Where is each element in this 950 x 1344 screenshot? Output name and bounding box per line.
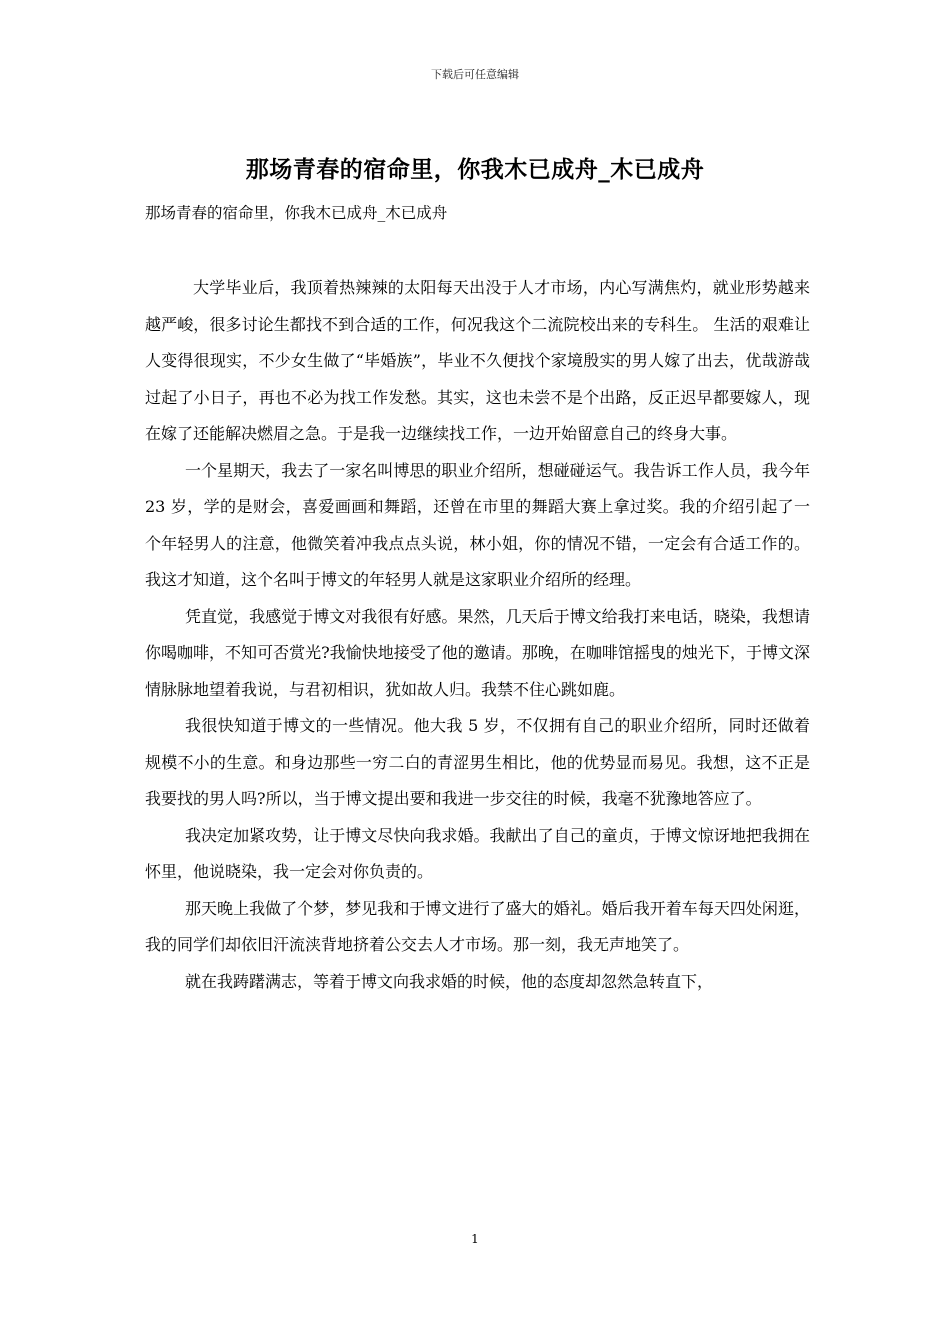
- paragraph: 我很快知道于博文的一些情况。他大我 5 岁，不仅拥有自己的职业介绍所，同时还做着规模不小的生意。和身边那些一穷二白的青涩男生相比，他的优势显而易见。我想，这不正是我要找的男人吗?所以，当于博文提出要和我进一步交往的时候，我毫不犹豫地答应了。: [145, 716, 810, 808]
- page-number: 1: [471, 1232, 479, 1246]
- document-title: 那场青春的宿命里，你我木已成舟_木已成舟: [245, 156, 705, 183]
- document-body: [145, 270, 810, 1000]
- paragraph: 那天晚上我做了个梦，梦见我和于博文进行了盛大的婚礼。婚后我开着车每天四处闲逛，我的同学们却依旧汗流浃背地挤着公交去人才市场。那一刻，我无声地笑了。: [145, 898, 810, 954]
- page-header: 下载后可任意编辑: [431, 68, 519, 81]
- paragraph: 大学毕业后，我顶着热辣辣的太阳每天出没于人才市场，内心写满焦灼，就业形势越来越严峻，很多讨论生都找不到合适的工作，何况我这个二流院校出来的专科生。 生活的艰难让人变得很现实，不少女生做了“毕婚族”，毕业不久便找个家境殷实的男人嫁了出去，优哉游哉过起了小日子，再也不必为找工作发愁。其实，这也未尝不是个出路，反正迟早都要嫁人，现在嫁了还能解决燃眉之急。于是我一边继续找工作，一边开始留意自己的终身大事。: [145, 278, 810, 443]
- paragraph: 一个星期天，我去了一家名叫博思的职业介绍所，想碰碰运气。我告诉工作人员，我今年 23 岁，学的是财会，喜爱画画和舞蹈，还曾在市里的舞蹈大赛上拿过奖。我的介绍引起了一个年轻男人的注意，他微笑着冲我点点头说，林小姐，你的情况不错，一定会有合适工作的。我这才知道，这个名叫于博文的年轻男人就是这家职业介绍所的经理。: [145, 460, 810, 589]
- paragraph: 就在我踌躇满志，等着于博文向我求婚的时候，他的态度却忽然急转直下，: [185, 971, 714, 991]
- paragraph: 凭直觉，我感觉于博文对我很有好感。果然，几天后于博文给我打来电话，晓染，我想请你喝咖啡，不知可否赏光?我愉快地接受了他的邀请。那晚，在咖啡馆摇曳的烛光下，于博文深情脉脉地望着我说，与君初相识，犹如故人归。我禁不住心跳如鹿。: [145, 606, 810, 699]
- paragraph: 我决定加紧攻势，让于博文尽快向我求婚。我献出了自己的童贞，于博文惊讶地把我拥在怀里，他说晓染，我一定会对你负责的。: [145, 825, 810, 881]
- document-subtitle: 那场青春的宿命里，你我木已成舟_木已成舟: [145, 204, 448, 222]
